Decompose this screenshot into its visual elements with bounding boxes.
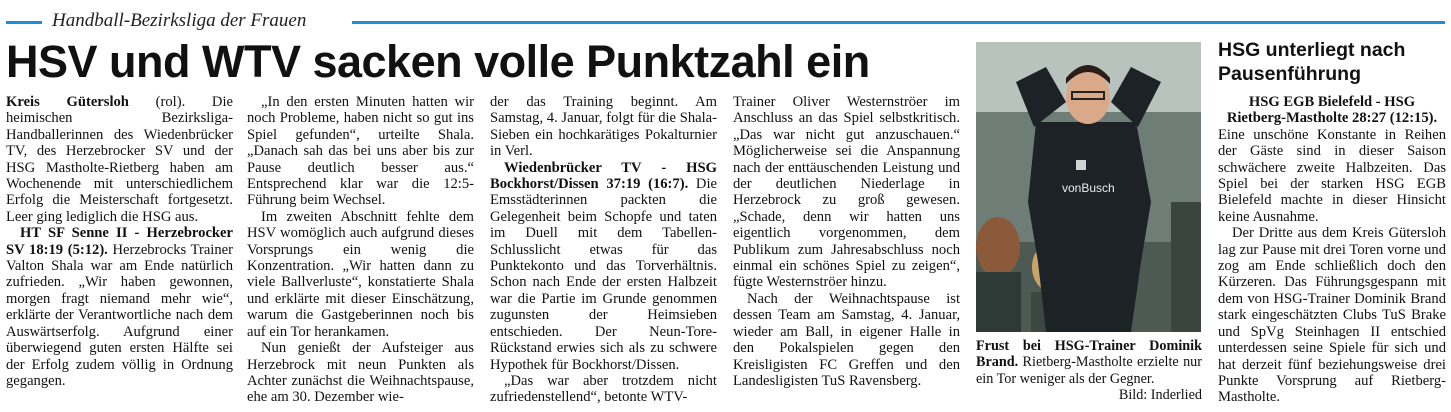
paragraph: der das Training beginnt. Am Samstag, 4. Januar, folgt für die Shala-Sieben ein hochkarätiges Pokalturnier in Verl. bbox=[490, 94, 717, 160]
coach-photo-illustration bbox=[976, 42, 1201, 332]
paragraph bbox=[6, 225, 233, 389]
sidebar-match-result: HSG EGB Bielefeld - HSG Rietberg-Mastholte 28:27 (12:15). bbox=[1226, 94, 1438, 127]
paragraph: Trainer Oliver Westernströer im Anschluss an das Spiel selbstkritisch. „Das war nicht gut anzuschauen.“ Möglicherweise sei die Anspannung nach der enttäuschenden Leistung und der deutlichen Niederlage in Herzebrock zu groß gewesen. „Schade, denn wir hatten uns eigentlich vorgenommen, dem Publikum zum Jahresabschluss noch einmal ein schönes Spiel zu zeigen“, fügte Westernströer hinzu. bbox=[733, 94, 960, 291]
article-photo bbox=[976, 42, 1201, 332]
dateline: Kreis Gütersloh bbox=[6, 94, 129, 110]
article-column-2 bbox=[247, 94, 474, 412]
photo-credit: Bild: Inderlied bbox=[1118, 387, 1202, 404]
kicker-bar bbox=[0, 12, 1445, 32]
paragraph bbox=[6, 94, 233, 225]
photo-caption bbox=[976, 338, 1202, 404]
match-result: HT SF Senne II - Herzebrocker SV 18:19 (5:12). bbox=[6, 225, 233, 258]
kicker-rule-left bbox=[6, 21, 42, 24]
sidebar-article bbox=[1218, 94, 1446, 412]
caption-lead: Frust bei HSG-Trainer Dominik Brand. bbox=[976, 338, 1202, 371]
paragraph: Im zweiten Abschnitt fehlte dem HSV womöglich auch aufgrund dieses Vorsprungs ein wenig die Konzentration. „Wir hatten dann zu viele Ballverluste“, konstatierte Shala und erklärte mit dieser Einschätzung, warum die Gastgeberinnen noch bis auf ein Tor herankamen. bbox=[247, 208, 474, 340]
kicker-rule-right bbox=[352, 21, 1445, 24]
shirt-sponsor-text: vonBusch bbox=[1062, 181, 1115, 195]
paragraph bbox=[490, 160, 717, 373]
paragraph: Der Dritte aus dem Kreis Gütersloh lag zur Pause mit drei Toren vorne und zog am Ende schließlich doch den Kürzeren. Das Führungsgespann mit dem von HSG-Trainer Dominik Brand stark eingeschätzten Clubs TuS Brake und SpVg Steinhagen II entschied unterdessen seine Spiele für sich und hat derzeit fünf beziehungsweise drei Punkte Vorsprung auf Rietberg-Mastholte. bbox=[1218, 225, 1446, 406]
sidebar-headline: HSG unterliegt nach Pausenführung bbox=[1218, 39, 1406, 85]
section-kicker: Handball-Bezirksliga der Frauen bbox=[52, 10, 307, 31]
paragraph-text: Herzebrocks Trainer Valton Shala war am Ende natürlich zufrieden. „Wir haben gewonnen, morgen fragt niemand mehr wie“, erklärte der Verantwortliche nach dem Auswärtserfolg. Aufgrund einer überwiegend guten ersten Hälfte sei der Erfolg zudem völlig in Ordnung gegangen. bbox=[6, 241, 233, 389]
paragraph: Eine unschöne Konstante in Reihen der Gäste sind in dieser Saison schwächere zweite Halbzeiten. Das Spiel bei der starken HSG EGB Bielefeld machte in dieser Hinsicht keine Ausnahme. bbox=[1218, 126, 1446, 225]
article-column-4 bbox=[733, 94, 960, 412]
paragraph: „In den ersten Minuten hatten wir noch Probleme, haben nicht so gut ins Spiel gefunden“, urteilte Shala. „Danach sah das bei uns aber bis zur Pause deutlich besser aus.“ Entsprechend klar war die 12:5-Führung beim Wechsel. bbox=[247, 94, 474, 209]
article-column-3 bbox=[490, 94, 717, 412]
paragraph: „Das war aber trotzdem nicht zufriedenstellend“, betonte WTV- bbox=[490, 372, 717, 406]
caption-text: Rietberg-Mastholte erzielte nur ein Tor weniger als der Gegner. bbox=[976, 354, 1202, 387]
match-result: Wiedenbrücker TV - HSG Bockhorst/Dissen 37:19 (16:7). bbox=[490, 159, 717, 193]
article-headline: HSV und WTV sacken volle Punktzahl ein bbox=[6, 36, 870, 87]
paragraph: Nach der Weihnachtspause ist dessen Team am Samstag, 4. Januar, wieder am Ball, in eigener Halle in den Pokalspielen gegen den Kreisligisten FC Greffen und den Landesligisten TuS Ravensberg. bbox=[733, 290, 960, 389]
paragraph-text: (rol). Die heimischen Bezirksliga-Handballerinnen des Wiedenbrücker TV, des Herzebrocker SV und der HSG Mastholte-Rietberg haben am Wochenende mit unterschiedlichem Erfolg die Meisterschaft fortgesetzt. Leer ging lediglich die HSG aus. bbox=[6, 94, 233, 225]
paragraph-text: Die Emsstädterinnen packten die Gelegenheit beim Schopfe und taten im Duell mit dem Tabellen-Schlusslicht etwas für das Punktekonto und das Torverhältnis. Schon nach Ende der ersten Halbzeit war die Partie im Grunde genommen zugunsten der Heimsieben entschieden. Der Neun-Tore-Rückstand erwies sich als zu schwere Hypothek für Bockhorst/Dissen. bbox=[490, 176, 717, 373]
paragraph: Nun genießt der Aufsteiger aus Herzebrock mit neun Punkten als Achter zunächst die Weihnachtspause, ehe am 30. Dezember wie- bbox=[247, 340, 474, 406]
article-column-1 bbox=[6, 94, 233, 412]
